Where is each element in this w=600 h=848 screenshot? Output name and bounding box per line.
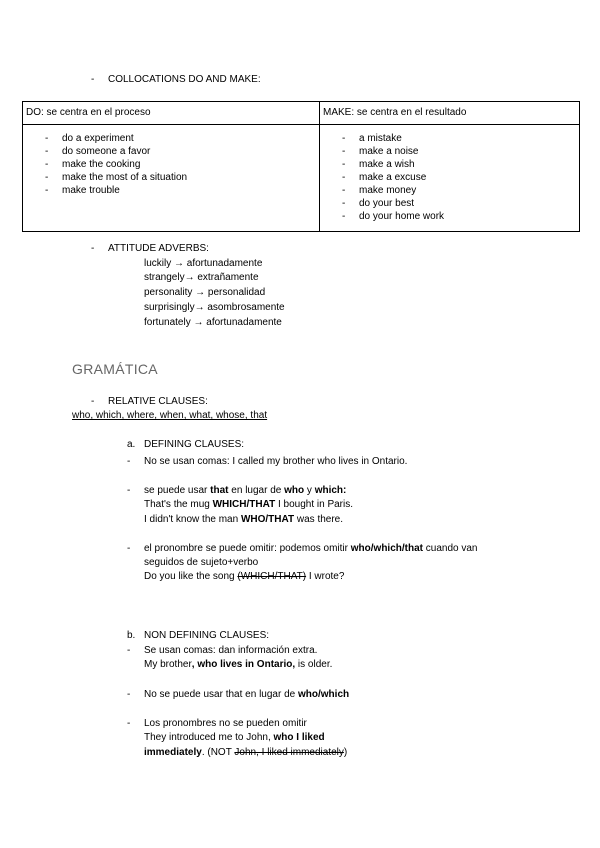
text-segment: My brother — [144, 659, 192, 670]
collocations-table — [22, 101, 580, 232]
do-header: DO: se centra en el proceso — [26, 107, 151, 118]
bullet-dash: - — [127, 718, 131, 729]
bullet-dash: - — [127, 456, 131, 467]
list-item: - make money — [320, 184, 579, 197]
text-segment: No se puede usar that en lugar de — [144, 689, 298, 700]
non-defining-example-3 — [144, 731, 325, 744]
grammar-title: GRAMÁTICA — [72, 361, 158, 377]
defining-rule-1: No se usan comas: I called my brother who lives in Ontario. — [144, 456, 408, 467]
list-item: - make a excuse — [320, 171, 579, 184]
defining-rule-3 — [144, 542, 477, 555]
bullet-dash: - — [127, 689, 131, 700]
non-defining-rule-1: Se usan comas: dan información extra. — [144, 645, 318, 656]
list-item: - do your best — [320, 197, 579, 210]
bullet-dash: - — [91, 243, 95, 254]
list-item: - a mistake — [320, 132, 579, 145]
text-segment: y — [304, 485, 315, 496]
make-items-list — [320, 125, 579, 231]
bullet-dash: - — [127, 645, 131, 656]
bold-segment: who/which/that — [350, 543, 423, 554]
defining-marker: a. — [127, 439, 136, 450]
non-defining-heading: NON DEFINING CLAUSES: — [144, 630, 270, 641]
text-segment: se puede usar — [144, 485, 211, 496]
make-header: MAKE: se centra en el resultado — [323, 107, 467, 118]
bold-segment: who/which — [298, 689, 350, 700]
text-segment: en lugar de — [228, 485, 285, 496]
bold-segment: WHO/THAT — [240, 514, 295, 525]
bullet-dash: - — [91, 74, 95, 85]
collocations-heading: COLLOCATIONS DO AND MAKE: — [108, 74, 261, 85]
bold-segment: immediately — [144, 747, 202, 758]
text-segment: I bought in Paris. — [275, 499, 354, 510]
list-item: - do your home work — [320, 210, 579, 223]
defining-rule-3-line2: seguidos de sujeto+verbo — [144, 557, 259, 568]
list-item: - do a experiment — [23, 132, 319, 145]
relative-pronouns: who, which, where, when, what, whose, that — [72, 410, 268, 421]
non-defining-rule-3: Los pronombres no se pueden omitir — [144, 718, 307, 729]
bullet-dash: - — [127, 543, 131, 554]
non-defining-example-1 — [144, 658, 332, 671]
text-segment: They introduced me to John, — [144, 732, 274, 743]
bold-segment: WHICH/THAT — [212, 499, 276, 510]
list-item: - do someone a favor — [23, 145, 319, 158]
bold-segment: , who lives in Ontario, — [191, 659, 296, 670]
attitude-item: surprisingly→ asombrosamente — [144, 302, 285, 313]
text-segment: I wrote? — [306, 571, 345, 582]
text-segment: was there. — [294, 514, 344, 525]
make-header-cell — [320, 102, 580, 125]
list-item: - make the cooking — [23, 158, 319, 171]
do-items-list — [23, 125, 319, 205]
non-defining-marker: b. — [127, 630, 136, 641]
text-segment: is older. — [295, 659, 333, 670]
do-header-cell — [23, 102, 320, 125]
defining-rule-2 — [144, 484, 346, 497]
text-segment: Do you like the song — [144, 571, 238, 582]
attitude-item: personality → personalidad — [144, 287, 266, 298]
bold-segment: who I liked — [273, 732, 325, 743]
text-segment: I didn't know the man — [144, 514, 241, 525]
bold-segment: who — [284, 485, 305, 496]
non-defining-example-3-line2 — [144, 746, 347, 759]
attitude-heading: ATTITUDE ADVERBS: — [108, 243, 209, 254]
text-segment: el pronombre se puede omitir: podemos omitir — [144, 543, 351, 554]
relative-heading: RELATIVE CLAUSES: — [108, 396, 208, 407]
list-item: - make trouble — [23, 184, 319, 197]
text-segment: ) — [343, 747, 348, 758]
list-item: - make a noise — [320, 145, 579, 158]
defining-heading: DEFINING CLAUSES: — [144, 439, 245, 450]
text-segment: . (NOT — [201, 747, 235, 758]
defining-example-3 — [144, 570, 344, 583]
bullet-dash: - — [91, 396, 95, 407]
bold-segment: which: — [314, 485, 347, 496]
bullet-dash: - — [127, 485, 131, 496]
bold-segment: that — [210, 485, 229, 496]
text-segment: cuando van — [422, 543, 478, 554]
strikethrough-segment: John, I liked immediately — [234, 747, 344, 758]
list-item: - make a wish — [320, 158, 579, 171]
text-segment: That's the mug — [144, 499, 213, 510]
non-defining-rule-2 — [144, 688, 349, 701]
attitude-item: fortunately → afortunadamente — [144, 317, 282, 328]
list-item: - make the most of a situation — [23, 171, 319, 184]
defining-example-2b — [144, 513, 343, 526]
strikethrough-segment: (WHICH/THAT) — [237, 571, 307, 582]
make-items-cell — [320, 125, 580, 232]
defining-example-2a — [144, 498, 353, 511]
do-items-cell — [23, 125, 320, 232]
attitude-item: luckily → afortunadamente — [144, 258, 263, 269]
attitude-item: strangely→ extrañamente — [144, 272, 259, 283]
